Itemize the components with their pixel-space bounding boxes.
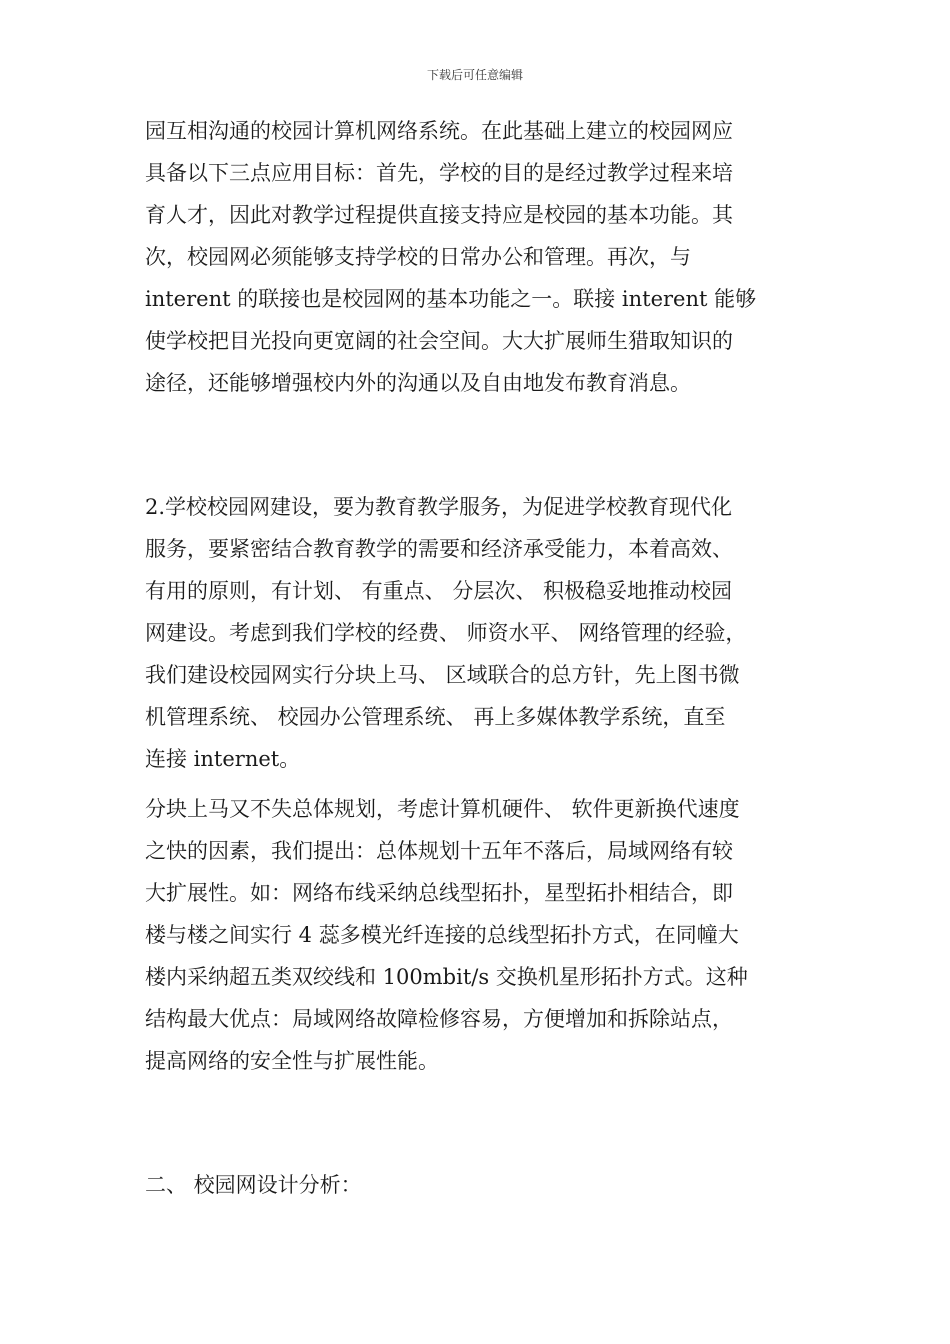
paragraph-spacer bbox=[145, 1082, 810, 1164]
paragraph-3 bbox=[145, 788, 810, 1082]
paragraph-2 bbox=[145, 486, 810, 780]
paragraph-1 bbox=[145, 110, 810, 404]
text-line: 途径，还能够增强校内外的沟通以及自由地发布教育消息。 bbox=[145, 371, 691, 395]
document-body bbox=[145, 110, 810, 1206]
paragraph-spacer bbox=[145, 780, 810, 788]
text-line: 网建设。考虑到我们学校的经费、 师资水平、 网络管理的经验， bbox=[145, 621, 747, 645]
text-line: 楼内采纳超五类双绞线和 100mbit/s 交换机星形拓扑方式。这种 bbox=[145, 965, 748, 989]
text-line: 机管理系统、 校园办公管理系统、 再上多媒体教学系统，直至 bbox=[145, 705, 726, 729]
text-line: interent 的联接也是校园网的基本功能之一。联接 interent 能够 bbox=[145, 287, 757, 311]
text-line: 具备以下三点应用目标：首先，学校的目的是经过教学过程来培 bbox=[145, 161, 733, 185]
text-line: 大扩展性。如：网络布线采纳总线型拓扑，星型拓扑相结合，即 bbox=[145, 881, 733, 905]
text-line: 楼与楼之间实行 4 蕊多模光纤连接的总线型拓扑方式，在同幢大 bbox=[145, 923, 739, 947]
text-line: 之快的因素，我们提出：总体规划十五年不落后，局域网络有较 bbox=[145, 839, 733, 863]
page-header: 下载后可任意编辑 bbox=[426, 68, 523, 82]
text-line: 2.学校校园网建设，要为教育教学服务，为促进学校教育现代化 bbox=[145, 495, 733, 519]
text-line: 连接 internet。 bbox=[145, 747, 301, 771]
text-line: 结构最大优点：局域网络故障检修容易，方便增加和拆除站点， bbox=[145, 1007, 733, 1031]
text-line: 使学校把目光投向更宽阔的社会空间。大大扩展师生猎取知识的 bbox=[145, 329, 733, 353]
section-heading: 二、 校园网设计分析： bbox=[145, 1173, 362, 1197]
text-line: 我们建设校园网实行分块上马、 区域联合的总方针，先上图书微 bbox=[145, 663, 740, 687]
text-line: 育人才，因此对教学过程提供直接支持应是校园的基本功能。其 bbox=[145, 203, 733, 227]
text-line: 提高网络的安全性与扩展性能。 bbox=[145, 1049, 439, 1073]
text-line: 有用的原则，有计划、 有重点、 分层次、 积极稳妥地推动校园 bbox=[145, 579, 733, 603]
text-line: 分块上马又不失总体规划，考虑计算机硬件、 软件更新换代速度 bbox=[145, 797, 740, 821]
text-line: 次，校园网必须能够支持学校的日常办公和管理。再次，与 bbox=[145, 245, 691, 269]
paragraph-spacer bbox=[145, 404, 810, 486]
text-line: 服务，要紧密结合教育教学的需要和经济承受能力，本着高效、 bbox=[145, 537, 733, 561]
text-line: 园互相沟通的校园计算机网络系统。在此基础上建立的校园网应 bbox=[145, 119, 733, 143]
